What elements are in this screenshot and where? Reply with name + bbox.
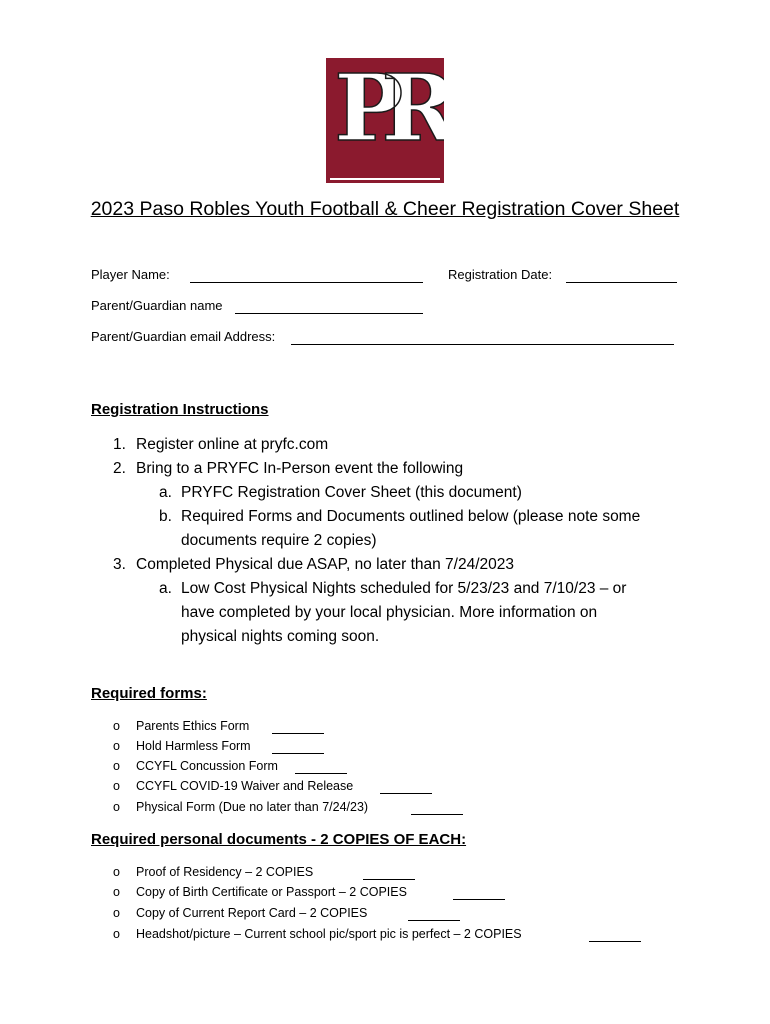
form-item: CCYFL COVID-19 Waiver and Release xyxy=(136,779,354,793)
bullet-icon: o xyxy=(113,885,120,899)
bullet-icon: o xyxy=(113,739,120,753)
step-3: Completed Physical due ASAP, no later than 7/24/2023 xyxy=(136,556,515,573)
pryfc-logo xyxy=(326,58,444,183)
registration-date-label: Registration Date: xyxy=(448,267,553,282)
step-2b-line-2: documents require 2 copies) xyxy=(181,532,377,549)
step-3a-line-3: physical nights coming soon. xyxy=(181,628,380,645)
bullet-icon: o xyxy=(113,759,120,773)
document-check-line[interactable] xyxy=(408,920,460,921)
step-2: Bring to a PRYFC In-Person event the following xyxy=(136,460,464,477)
form-check-line[interactable] xyxy=(272,753,324,754)
form-item: Physical Form (Due no later than 7/24/23) xyxy=(136,800,369,814)
form-item: Hold Harmless Form xyxy=(136,739,251,753)
parent-email-line[interactable] xyxy=(291,344,674,345)
parent-email-label: Parent/Guardian email Address: xyxy=(91,329,276,344)
player-name-line[interactable] xyxy=(190,282,423,283)
document-item: Proof of Residency – 2 COPIES xyxy=(136,865,314,879)
document-check-line[interactable] xyxy=(363,879,415,880)
step-number: 2. xyxy=(113,460,126,477)
form-item: CCYFL Concussion Form xyxy=(136,759,278,773)
substep-letter: a. xyxy=(159,484,172,501)
form-check-line[interactable] xyxy=(295,773,347,774)
step-3a-line-2: have completed by your local physician. More information on xyxy=(181,604,598,621)
document-item: Copy of Current Report Card – 2 COPIES xyxy=(136,906,368,920)
bullet-icon: o xyxy=(113,906,120,920)
document-item: Headshot/picture – Current school pic/sport pic is perfect – 2 COPIES xyxy=(136,927,522,941)
bullet-icon: o xyxy=(113,865,120,879)
svg-text:PR: PR xyxy=(334,58,436,162)
bullet-icon: o xyxy=(113,927,120,941)
bullet-icon: o xyxy=(113,719,120,733)
substep-letter: a. xyxy=(159,580,172,597)
form-check-line[interactable] xyxy=(411,814,463,815)
step-2a: PRYFC Registration Cover Sheet (this document) xyxy=(181,484,522,501)
step-number: 1. xyxy=(113,436,126,453)
registration-date-line[interactable] xyxy=(566,282,677,283)
form-check-line[interactable] xyxy=(272,733,324,734)
step-number: 3. xyxy=(113,556,126,573)
bullet-icon: o xyxy=(113,779,120,793)
step-1: Register online at pryfc.com xyxy=(136,436,329,453)
substep-letter: b. xyxy=(159,508,172,525)
bullet-icon: o xyxy=(113,800,120,814)
required-forms-heading: Required forms: xyxy=(91,685,207,702)
form-item: Parents Ethics Form xyxy=(136,719,250,733)
instructions-heading: Registration Instructions xyxy=(91,401,269,418)
required-documents-heading: Required personal documents - 2 COPIES OF EACH: xyxy=(91,831,467,848)
player-name-label: Player Name: xyxy=(91,267,170,282)
document-check-line[interactable] xyxy=(453,899,505,900)
document-item: Copy of Birth Certificate or Passport – 2 COPIES xyxy=(136,885,407,899)
parent-name-label: Parent/Guardian name xyxy=(91,298,223,313)
form-check-line[interactable] xyxy=(380,793,432,794)
page-title: 2023 Paso Robles Youth Football & Cheer Registration Cover Sheet xyxy=(90,198,680,220)
parent-name-line[interactable] xyxy=(235,313,423,314)
document-check-line[interactable] xyxy=(589,941,641,942)
step-3a-line-1: Low Cost Physical Nights scheduled for 5/23/23 and 7/10/23 – or xyxy=(181,580,627,597)
step-2b-line-1: Required Forms and Documents outlined below (please note some xyxy=(181,508,641,525)
